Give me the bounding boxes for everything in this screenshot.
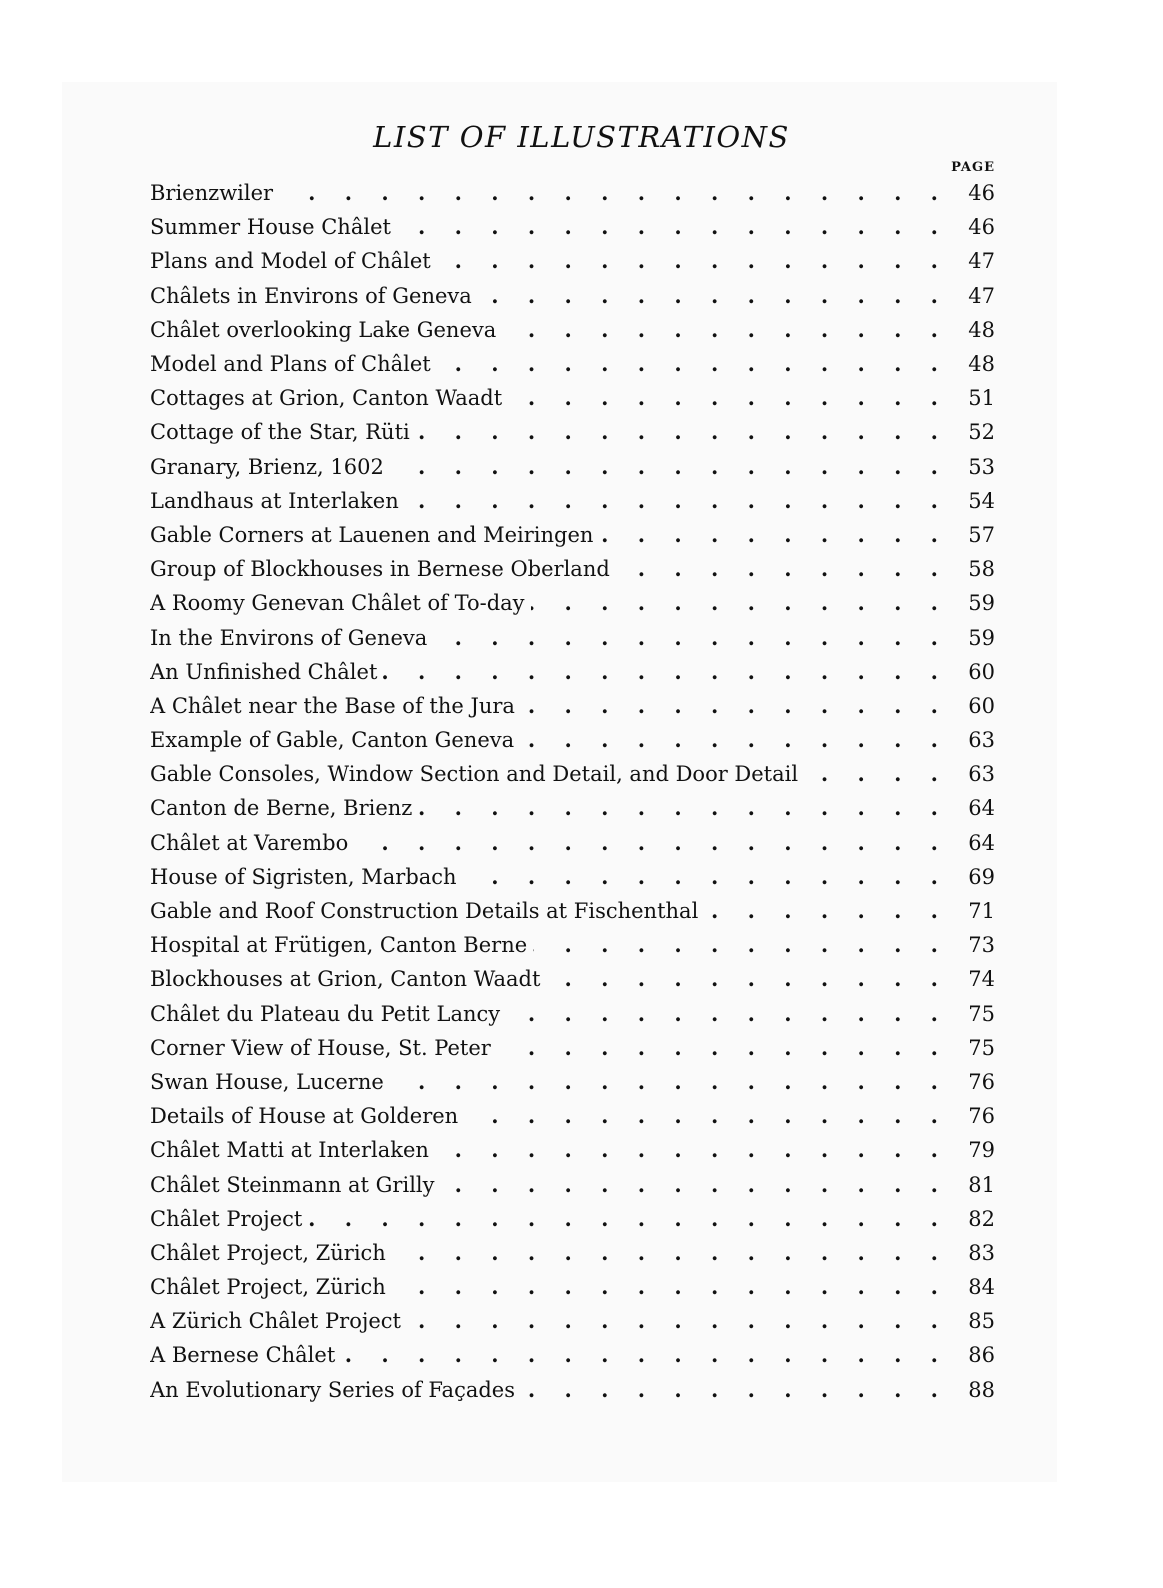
entry-title: Model and Plans of Châlet bbox=[150, 352, 431, 377]
dot-leader bbox=[521, 689, 955, 723]
list-item bbox=[150, 1133, 995, 1167]
entry-title: Brienzwiler bbox=[150, 181, 274, 206]
dot-leader bbox=[433, 621, 955, 655]
list-item bbox=[150, 210, 995, 244]
entry-page-number: 76 bbox=[968, 1069, 995, 1094]
dot-leader bbox=[616, 552, 955, 586]
entry-page-number: 53 bbox=[968, 454, 995, 479]
entry-page-number: 48 bbox=[968, 317, 995, 342]
entry-title: Gable Corners at Lauenen and Meiringen bbox=[150, 522, 594, 547]
entry-page-number: 82 bbox=[968, 1206, 995, 1231]
list-item bbox=[150, 620, 995, 654]
entry-page-number: 75 bbox=[968, 1035, 995, 1060]
entry-page-number: 64 bbox=[968, 830, 995, 855]
entry-title: Details of House at Golderen bbox=[150, 1104, 459, 1129]
entry-title: Cottage of the Star, Rüti bbox=[150, 420, 410, 445]
illustrations-list bbox=[150, 176, 995, 1407]
entry-page-number: 63 bbox=[968, 762, 995, 787]
dot-leader bbox=[531, 586, 955, 620]
list-item bbox=[150, 484, 995, 518]
entry-page-number: 48 bbox=[968, 352, 995, 377]
entry-page-number: 46 bbox=[968, 215, 995, 240]
entry-page-number: 83 bbox=[968, 1240, 995, 1265]
entry-title: An Unfinished Châlet bbox=[150, 659, 378, 684]
entry-title: A Zürich Châlet Project bbox=[150, 1309, 401, 1334]
entry-title: Gable Consoles, Window Section and Detail, and Door Detail bbox=[150, 762, 799, 787]
list-item bbox=[150, 723, 995, 757]
dot-leader bbox=[392, 1270, 955, 1304]
dot-leader bbox=[508, 381, 955, 415]
list-item bbox=[150, 176, 995, 210]
list-item bbox=[150, 655, 995, 689]
dot-leader bbox=[497, 1031, 955, 1065]
entry-page-number: 71 bbox=[968, 899, 995, 924]
list-item bbox=[150, 826, 995, 860]
list-item bbox=[150, 1338, 995, 1372]
dot-leader bbox=[390, 450, 955, 484]
list-item bbox=[150, 894, 995, 928]
entry-page-number: 60 bbox=[968, 693, 995, 718]
dot-leader bbox=[407, 1304, 955, 1338]
page-title: LIST OF ILLUSTRATIONS bbox=[373, 120, 790, 154]
entry-page-number: 47 bbox=[968, 249, 995, 274]
dot-leader bbox=[502, 313, 955, 347]
entry-page-number: 79 bbox=[968, 1138, 995, 1163]
dot-leader bbox=[341, 1338, 955, 1372]
list-item bbox=[150, 1202, 995, 1236]
list-item bbox=[150, 415, 995, 449]
entry-title: Châlet overlooking Lake Geneva bbox=[150, 317, 497, 342]
list-item bbox=[150, 757, 995, 791]
entry-page-number: 81 bbox=[968, 1172, 995, 1197]
entry-page-number: 75 bbox=[968, 1001, 995, 1026]
list-item bbox=[150, 997, 995, 1031]
dot-leader bbox=[308, 1202, 955, 1236]
entry-page-number: 86 bbox=[968, 1343, 995, 1368]
list-item bbox=[150, 518, 995, 552]
list-item bbox=[150, 1065, 995, 1099]
dot-leader bbox=[383, 655, 955, 689]
entry-title: Châlet at Varembo bbox=[150, 830, 349, 855]
entry-page-number: 58 bbox=[968, 557, 995, 582]
entry-title: Blockhouses at Grion, Canton Waadt bbox=[150, 967, 541, 992]
dot-leader bbox=[506, 997, 955, 1031]
entry-title: Corner View of House, St. Peter bbox=[150, 1035, 491, 1060]
entry-page-number: 57 bbox=[968, 522, 995, 547]
dot-leader bbox=[390, 1065, 955, 1099]
list-item bbox=[150, 381, 995, 415]
list-item bbox=[150, 1304, 995, 1338]
entry-page-number: 59 bbox=[968, 591, 995, 616]
entry-page-number: 76 bbox=[968, 1104, 995, 1129]
entry-title: Plans and Model of Châlet bbox=[150, 249, 431, 274]
dot-leader bbox=[416, 415, 955, 449]
dot-leader bbox=[599, 518, 955, 552]
entry-title: Châlet Project, Zürich bbox=[150, 1275, 386, 1300]
dot-leader bbox=[279, 176, 955, 210]
list-item bbox=[150, 1236, 995, 1270]
list-item bbox=[150, 1270, 995, 1304]
dot-leader bbox=[463, 860, 955, 894]
entry-title: Châlet Project bbox=[150, 1206, 303, 1231]
dot-leader bbox=[437, 347, 955, 381]
dot-leader bbox=[704, 894, 955, 928]
entry-page-number: 59 bbox=[968, 625, 995, 650]
entry-title: Châlet Steinmann at Grilly bbox=[150, 1172, 435, 1197]
entry-title: Example of Gable, Canton Geneva bbox=[150, 728, 515, 753]
list-item bbox=[150, 313, 995, 347]
dot-leader bbox=[546, 962, 955, 996]
list-item bbox=[150, 1167, 995, 1201]
dot-leader bbox=[464, 1099, 955, 1133]
entry-page-number: 88 bbox=[968, 1377, 995, 1402]
entry-page-number: 47 bbox=[968, 283, 995, 308]
entry-page-number: 74 bbox=[968, 967, 995, 992]
list-item bbox=[150, 552, 995, 586]
list-item bbox=[150, 928, 995, 962]
entry-page-number: 64 bbox=[968, 796, 995, 821]
dot-leader bbox=[435, 1133, 955, 1167]
entry-title: Cottages at Grion, Canton Waadt bbox=[150, 386, 503, 411]
dot-leader bbox=[440, 1168, 955, 1202]
dot-leader bbox=[354, 826, 955, 860]
entry-title: Gable and Roof Construction Details at Fischenthal bbox=[150, 899, 699, 924]
list-item bbox=[150, 689, 995, 723]
list-item bbox=[150, 279, 995, 313]
entry-title: Granary, Brienz, 1602 bbox=[150, 454, 384, 479]
entry-title: Group of Blockhouses in Bernese Oberland bbox=[150, 557, 610, 582]
entry-title: Swan House, Lucerne bbox=[150, 1069, 384, 1094]
entry-page-number: 51 bbox=[968, 386, 995, 411]
list-item bbox=[150, 962, 995, 996]
list-item bbox=[150, 1099, 995, 1133]
entry-page-number: 63 bbox=[968, 728, 995, 753]
page-column-label: PAGE bbox=[951, 160, 995, 175]
list-item bbox=[150, 450, 995, 484]
list-item bbox=[150, 586, 995, 620]
entry-page-number: 85 bbox=[968, 1309, 995, 1334]
entry-page-number: 60 bbox=[968, 659, 995, 684]
entry-title: A Bernese Châlet bbox=[150, 1343, 336, 1368]
entry-page-number: 54 bbox=[968, 488, 995, 513]
entry-title: In the Environs of Geneva bbox=[150, 625, 428, 650]
entry-title: A Châlet near the Base of the Jura bbox=[150, 693, 515, 718]
entry-page-number: 46 bbox=[968, 181, 995, 206]
entry-page-number: 69 bbox=[968, 864, 995, 889]
entry-title: Châlets in Environs of Geneva bbox=[150, 283, 472, 308]
dot-leader bbox=[804, 757, 955, 791]
dot-leader bbox=[405, 484, 955, 518]
entry-title: Châlet du Plateau du Petit Lancy bbox=[150, 1001, 501, 1026]
entry-title: Canton de Berne, Brienz bbox=[150, 796, 413, 821]
list-item bbox=[150, 791, 995, 825]
dot-leader bbox=[478, 279, 955, 313]
dot-leader bbox=[397, 210, 955, 244]
entry-page-number: 73 bbox=[968, 933, 995, 958]
dot-leader bbox=[392, 1236, 955, 1270]
entry-page-number: 84 bbox=[968, 1275, 995, 1300]
list-item bbox=[150, 860, 995, 894]
list-item bbox=[150, 1373, 995, 1407]
dot-leader bbox=[521, 1373, 955, 1407]
entry-title: A Roomy Genevan Châlet of To-day bbox=[150, 591, 525, 616]
entry-title: Summer House Châlet bbox=[150, 215, 391, 240]
entry-title: An Evolutionary Series of Façades bbox=[150, 1377, 515, 1402]
list-item bbox=[150, 347, 995, 381]
entry-title: Landhaus at Interlaken bbox=[150, 488, 399, 513]
dot-leader bbox=[520, 723, 955, 757]
list-item bbox=[150, 1031, 995, 1065]
dot-leader bbox=[533, 928, 955, 962]
entry-title: Châlet Project, Zürich bbox=[150, 1240, 386, 1265]
entry-title: Châlet Matti at Interlaken bbox=[150, 1138, 429, 1163]
dot-leader bbox=[437, 244, 955, 278]
list-item bbox=[150, 244, 995, 278]
entry-page-number: 52 bbox=[968, 420, 995, 445]
dot-leader bbox=[418, 791, 955, 825]
entry-title: Hospital at Frütigen, Canton Berne bbox=[150, 933, 528, 958]
entry-title: House of Sigristen, Marbach bbox=[150, 864, 457, 889]
